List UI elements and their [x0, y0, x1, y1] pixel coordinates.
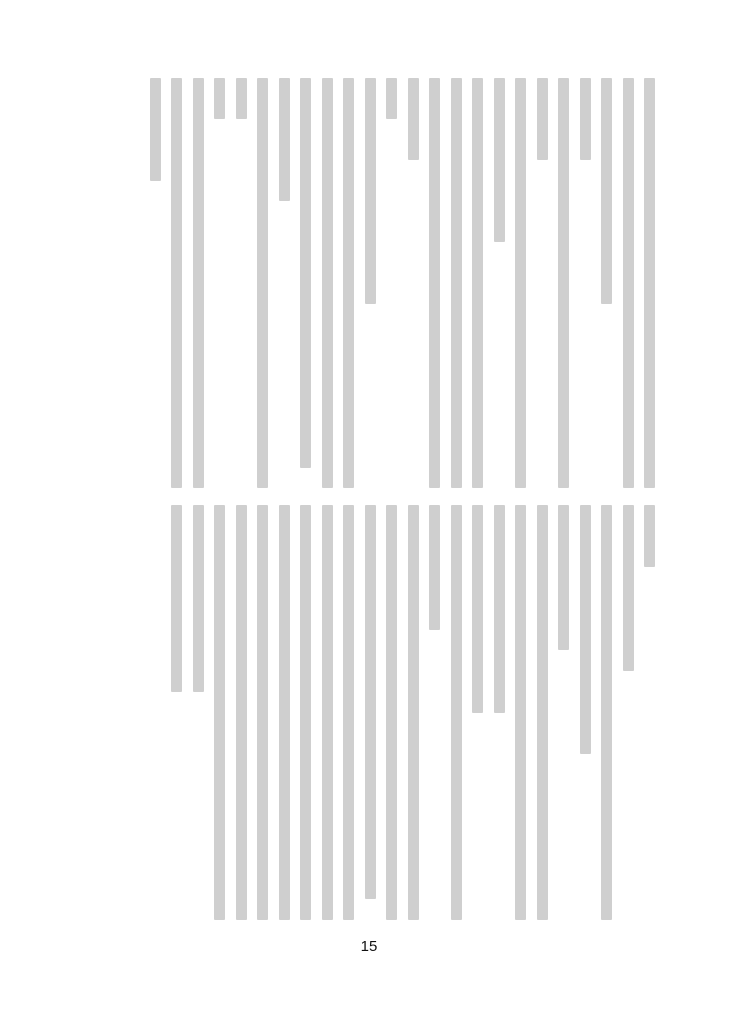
text-column-placeholder: [623, 78, 634, 488]
text-column-placeholder: [236, 78, 247, 119]
text-column-placeholder: [472, 78, 483, 488]
text-column-placeholder: [279, 78, 290, 201]
text-column-placeholder: [537, 78, 548, 160]
text-column-placeholder: [171, 78, 182, 488]
text-column-placeholder: [429, 505, 440, 630]
text-column-placeholder: [300, 78, 311, 468]
text-column-placeholder: [537, 505, 548, 920]
text-column-placeholder: [515, 505, 526, 920]
text-column-placeholder: [322, 78, 333, 488]
text-column-placeholder: [580, 78, 591, 160]
text-column-placeholder: [150, 78, 161, 181]
text-column-placeholder: [214, 78, 225, 119]
text-column-placeholder: [386, 505, 397, 920]
text-column-placeholder: [193, 505, 204, 692]
text-column-placeholder: [343, 505, 354, 920]
text-column-placeholder: [494, 78, 505, 242]
text-block-upper: [118, 78, 658, 498]
text-column-placeholder: [472, 505, 483, 713]
text-column-placeholder: [257, 505, 268, 920]
text-column-placeholder: [580, 505, 591, 754]
text-column-placeholder: [558, 505, 569, 650]
text-column-placeholder: [365, 505, 376, 899]
text-column-placeholder: [279, 505, 290, 920]
text-column-placeholder: [644, 78, 655, 488]
text-column-placeholder: [214, 505, 225, 920]
text-column-placeholder: [257, 78, 268, 488]
text-column-placeholder: [429, 78, 440, 488]
text-column-placeholder: [644, 505, 655, 567]
text-column-placeholder: [343, 78, 354, 488]
text-column-placeholder: [451, 505, 462, 920]
text-column-placeholder: [322, 505, 333, 920]
text-column-placeholder: [386, 78, 397, 119]
text-column-placeholder: [365, 78, 376, 304]
text-block-lower: [118, 505, 658, 930]
text-column-placeholder: [408, 505, 419, 920]
text-column-placeholder: [193, 78, 204, 488]
text-column-placeholder: [408, 78, 419, 160]
text-column-placeholder: [171, 505, 182, 692]
text-column-placeholder: [558, 78, 569, 488]
text-column-placeholder: [601, 505, 612, 920]
text-column-placeholder: [623, 505, 634, 671]
text-column-placeholder: [601, 78, 612, 304]
text-column-placeholder: [300, 505, 311, 920]
text-column-placeholder: [515, 78, 526, 488]
text-column-placeholder: [236, 505, 247, 920]
text-column-placeholder: [451, 78, 462, 488]
text-column-placeholder: [494, 505, 505, 713]
page-number: 15: [360, 938, 378, 955]
